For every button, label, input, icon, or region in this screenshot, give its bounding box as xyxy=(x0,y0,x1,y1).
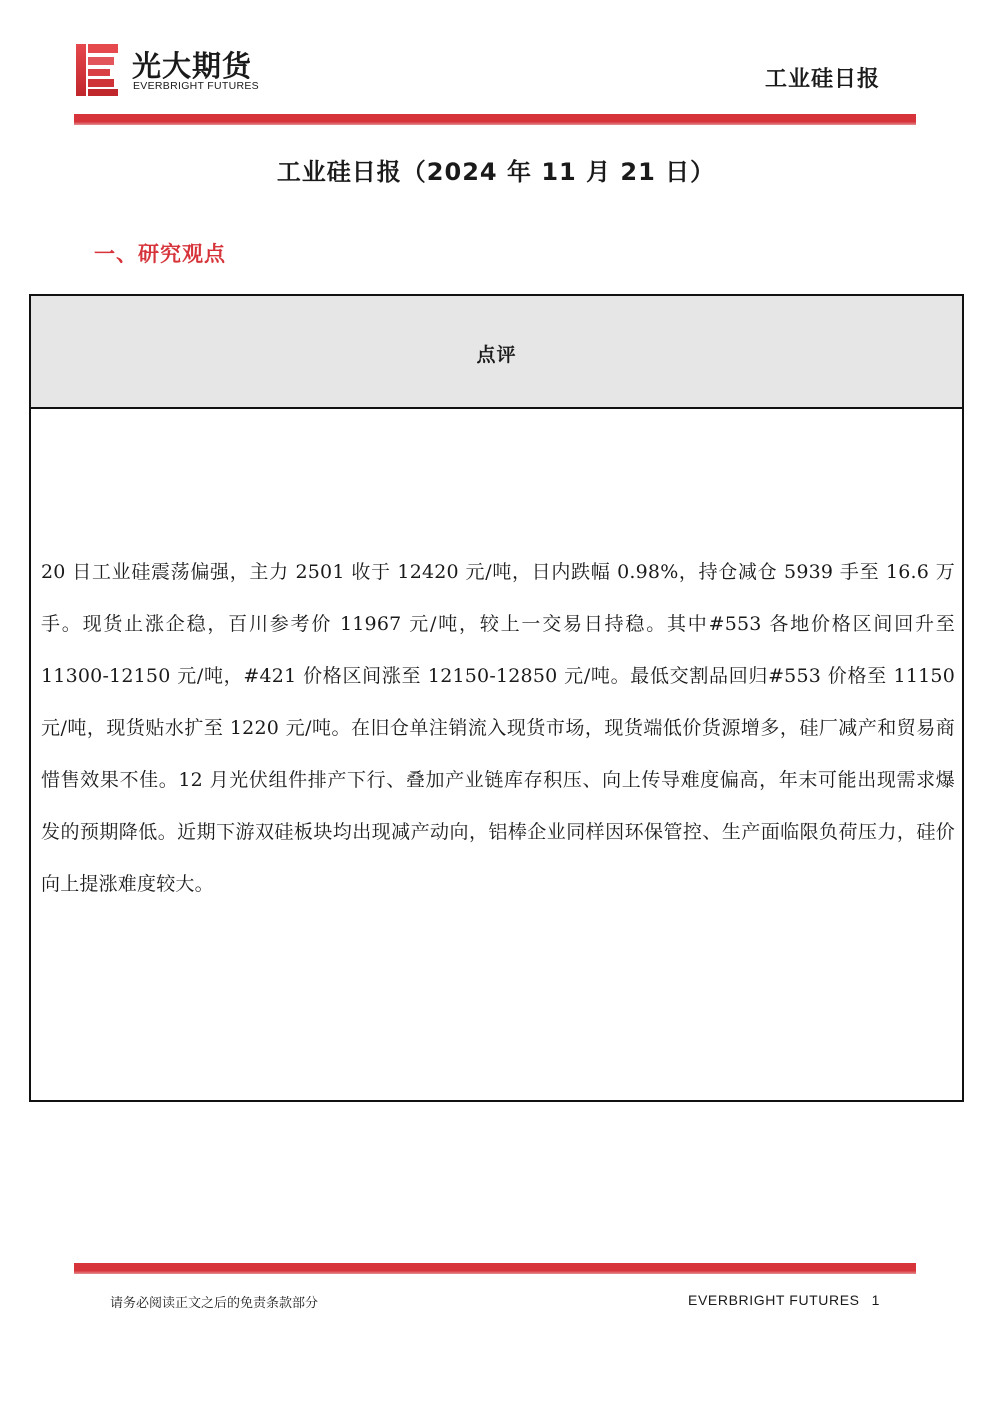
page-number: 1 xyxy=(871,1292,880,1308)
logo-english-name: EVERBRIGHT FUTURES xyxy=(133,80,259,92)
commentary-text: 20 日工业硅震荡偏强，主力 2501 收于 12420 元/吨，日内跌幅 0.98%，持仓减仓 5939 手至 16.6 万手。现货止涨企稳，百川参考价 11967 元/吨，较上一交易日持稳。其中#553 各地价格区间回升至 11300-12150 元/吨，#421 价格区间涨至 12150-12850 元/吨。最低交割品回归#553 价格至 11150 元/吨，现货贴水扩至 1220 元/吨。在旧仓单注销流入现货市场，现货端低价货源增多，硅厂减产和贸易商惜售效果不佳。12 月光伏组件排产下行、叠加产业链库存积压、向上传导难度偏高，年末可能出现需求爆发的预期降低。近期下游双硅板块均出现减产动向，铝棒企业同样因环保管控、生产面临限负荷压力，硅价向上提涨难度较大。 xyxy=(41,561,955,895)
commentary-table xyxy=(29,294,964,1102)
footer-divider xyxy=(74,1263,916,1274)
footer-disclaimer: 请务必阅读正文之后的免责条款部分 xyxy=(110,1296,319,1311)
document-title: 工业硅日报（2024 年 11 月 21 日） xyxy=(276,158,716,186)
logo-chinese-name: 光大期货 xyxy=(132,49,253,83)
section-heading: 一、研究观点 xyxy=(94,242,226,266)
header-divider xyxy=(74,114,916,125)
footer-brand-area xyxy=(688,1292,880,1308)
everbright-logo-icon xyxy=(76,44,118,96)
report-type-title: 工业硅日报 xyxy=(764,67,880,92)
table-header-row xyxy=(31,296,962,409)
table-header-label: 点评 xyxy=(476,344,517,366)
company-logo xyxy=(76,42,286,98)
footer-brand: EVERBRIGHT FUTURES xyxy=(688,1292,860,1308)
